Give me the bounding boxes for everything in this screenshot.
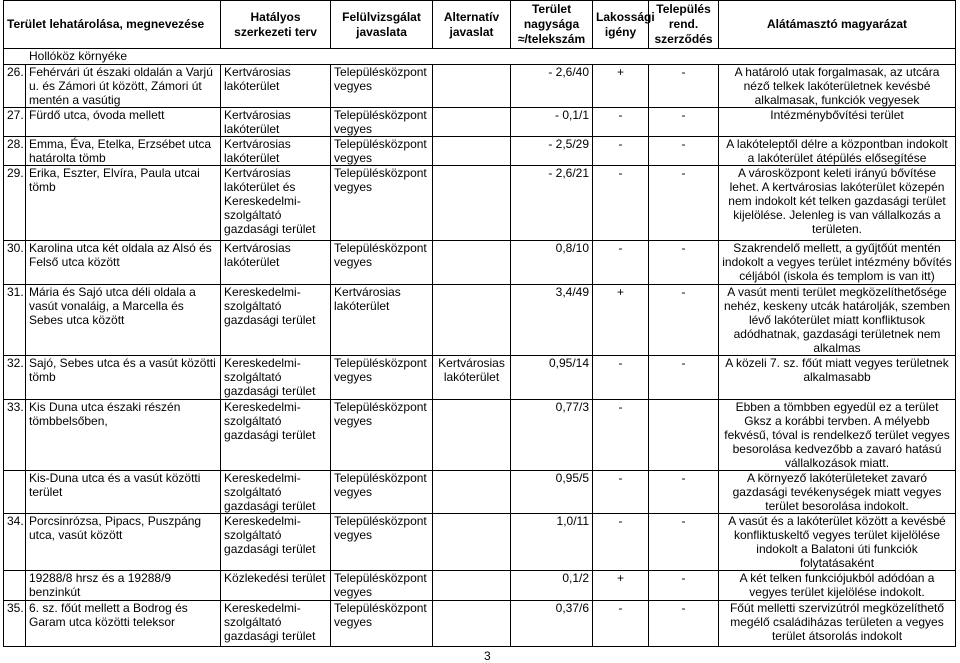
row-need: + (593, 571, 649, 601)
row-alt (433, 601, 511, 647)
row-size: - 2,6/40 (511, 65, 593, 108)
row-proposal: Településközpont vegyes (331, 65, 433, 108)
row-need: - (593, 514, 649, 571)
zoning-table (3, 0, 956, 647)
row-reason: Ebben a tömbben egyedül ez a terület Gksz a korábbi tervben. A mélyebb fekvésű, tóval is rendelkező terület vegyes besorolása kedvezőbb a zavaró hatású vállalkozások miatt. (719, 400, 956, 471)
row-alt (433, 65, 511, 108)
table-row (4, 400, 956, 471)
table-row (4, 166, 956, 241)
row-contract: - (649, 108, 719, 137)
row-plan: Kertvárosias lakóterület (221, 137, 331, 166)
row-size: 3,4/49 (511, 285, 593, 356)
row-number: 32. (4, 356, 26, 400)
row-number: 35. (4, 601, 26, 647)
row-plan: Kereskedelmi-szolgáltató gazdasági terület (221, 285, 331, 356)
row-alt: Kertvárosias lakóterület (433, 356, 511, 400)
row-reason: A két telken funkciójukból adódóan a vegyes terület kijelölése indokolt. (719, 571, 956, 601)
row-need: - (593, 601, 649, 647)
row-proposal: Kertvárosias lakóterület (331, 285, 433, 356)
row-name: Porcsinrózsa, Pipacs, Puszpáng utca, vasút között (26, 514, 221, 571)
row-size: 0,95/14 (511, 356, 593, 400)
row-number: 31. (4, 285, 26, 356)
row-size: - 2,5/29 (511, 137, 593, 166)
row-alt (433, 108, 511, 137)
row-plan: Kereskedelmi-szolgáltató gazdasági terület (221, 514, 331, 571)
row-reason: A lakóteleptől délre a központban indokolt a lakóterület átépülés elősegítése (719, 137, 956, 166)
table-row (4, 65, 956, 108)
table-row (4, 571, 956, 601)
row-proposal: Településközpont vegyes (331, 514, 433, 571)
row-reason: A városközpont keleti irányú bővítése lehet. A kertvárosias lakóterület közepén nem indokolt két telken gazdasági terület kijelölése. Jelenleg is van vállalkozás a területen. (719, 166, 956, 241)
row-name: Karolina utca két oldala az Alsó és Felső utca között (26, 241, 221, 285)
row-proposal: Településközpont vegyes (331, 137, 433, 166)
row-number (4, 571, 26, 601)
header-reason: Alátámasztó magyarázat (719, 1, 956, 49)
header-name: Terület lehatárolása, megnevezése (4, 1, 221, 49)
table-row (4, 601, 956, 647)
row-plan: Kereskedelmi-szolgáltató gazdasági terület (221, 601, 331, 647)
row-number: 28. (4, 137, 26, 166)
row-proposal: Településközpont vegyes (331, 571, 433, 601)
row-proposal: Településközpont vegyes (331, 601, 433, 647)
row-plan: Kertvárosias lakóterület (221, 108, 331, 137)
row-size: - 0,1/1 (511, 108, 593, 137)
row-size: 0,8/10 (511, 241, 593, 285)
row-need: - (593, 400, 649, 471)
row-proposal: Településközpont vegyes (331, 471, 433, 514)
row-size: 0,1/2 (511, 571, 593, 601)
header-need: Lakossági igény (593, 1, 649, 49)
row-alt (433, 241, 511, 285)
row-contract: - (649, 65, 719, 108)
header-plan: Hatályos szerkezeti terv (221, 1, 331, 49)
row-name: Kis-Duna utca és a vasút közötti terület (26, 471, 221, 514)
row-contract (649, 400, 719, 471)
row-alt (433, 571, 511, 601)
row-plan: Kereskedelmi-szolgáltató gazdasági terület (221, 356, 331, 400)
table-row (4, 137, 956, 166)
row-contract: - (649, 571, 719, 601)
row-reason: A vasút és a lakóterület között a kevésbé konfliktuskeltő vegyes terület kijelölése indokolt a Balatoni úti funkciók folytatásaként (719, 514, 956, 571)
row-reason: A határoló utak forgalmasak, az utcára néző telkek lakóterületnek kevésbé alkalmasak, funkciók vegyesek (719, 65, 956, 108)
row-name: 6. sz. főút mellett a Bodrog és Garam utca közötti teleksor (26, 601, 221, 647)
row-contract: - (649, 285, 719, 356)
row-number: 29. (4, 166, 26, 241)
row-size: 0,95/5 (511, 471, 593, 514)
row-name: Erika, Eszter, Elvíra, Paula utcai tömb (26, 166, 221, 241)
table-row (4, 514, 956, 571)
row-need: + (593, 285, 649, 356)
row-number: 27. (4, 108, 26, 137)
row-alt (433, 166, 511, 241)
row-size: - 2,6/21 (511, 166, 593, 241)
row-plan: Kertvárosias lakóterület és Kereskedelmi-szolgáltató gazdasági terület (221, 166, 331, 241)
row-need: - (593, 137, 649, 166)
row-size: 1,0/11 (511, 514, 593, 571)
section-row (4, 49, 956, 65)
row-name: 19288/8 hrsz és a 19288/9 benzinkút (26, 571, 221, 601)
header-size: Terület nagysága ≈/telekszám (511, 1, 593, 49)
row-contract: - (649, 241, 719, 285)
row-number (4, 471, 26, 514)
row-number: 33. (4, 400, 26, 471)
row-contract: - (649, 166, 719, 241)
row-proposal: Településközpont vegyes (331, 356, 433, 400)
row-proposal: Településközpont vegyes (331, 166, 433, 241)
row-plan: Kereskedelmi-szolgáltató gazdasági terület (221, 400, 331, 471)
header-alt: Alternatív javaslat (433, 1, 511, 49)
header-row (4, 1, 956, 49)
row-alt (433, 137, 511, 166)
row-number: 30. (4, 241, 26, 285)
row-proposal: Településközpont vegyes (331, 400, 433, 471)
table-row (4, 108, 956, 137)
row-alt (433, 514, 511, 571)
row-plan: Közlekedési terület (221, 571, 331, 601)
row-name: Sajó, Sebes utca és a vasút közötti tömb (26, 356, 221, 400)
row-reason: Szakrendelő mellett, a gyűjtőút mentén indokolt a vegyes terület intézmény bővítés céljából (iskola és templom is van itt) (719, 241, 956, 285)
table-row (4, 356, 956, 400)
header-contract: Település rend. szerződés (649, 1, 719, 49)
row-name: Emma, Éva, Etelka, Erzsébet utca határolta tömb (26, 137, 221, 166)
row-size: 0,37/6 (511, 601, 593, 647)
page-number: 3 (484, 649, 491, 663)
row-proposal: Településközpont vegyes (331, 108, 433, 137)
row-name: Mária és Sajó utca déli oldala a vasút vonaláig, a Marcella és Sebes utca között (26, 285, 221, 356)
row-alt (433, 400, 511, 471)
row-reason: A vasút menti terület megközelíthetősége nehéz, keskeny utcák határolják, szemben lévő lakóterület miatt konfliktusok adódhatnak, gazdasági területnek nem alkalmas (719, 285, 956, 356)
table-row (4, 241, 956, 285)
row-contract: - (649, 514, 719, 571)
row-name: Fürdő utca, óvoda mellett (26, 108, 221, 137)
row-contract: - (649, 601, 719, 647)
row-alt (433, 285, 511, 356)
row-number: 26. (4, 65, 26, 108)
row-number: 34. (4, 514, 26, 571)
row-need: + (593, 65, 649, 108)
row-need: - (593, 241, 649, 285)
row-contract: - (649, 356, 719, 400)
row-need: - (593, 166, 649, 241)
row-alt (433, 471, 511, 514)
row-size: 0,77/3 (511, 400, 593, 471)
row-name: Kis Duna utca északi részén tömbbelsőben, (26, 400, 221, 471)
row-need: - (593, 108, 649, 137)
row-plan: Kereskedelmi-szolgáltató gazdasági terület (221, 471, 331, 514)
row-contract: - (649, 137, 719, 166)
row-need: - (593, 471, 649, 514)
row-plan: Kertvárosias lakóterület (221, 65, 331, 108)
row-reason: A közeli 7. sz. főút miatt vegyes területnek alkalmasabb (719, 356, 956, 400)
row-need: - (593, 356, 649, 400)
row-contract: - (649, 471, 719, 514)
row-reason: A környező lakóterületeket zavaró gazdasági tevékenységek miatt vegyes terület besorolása indokolt. (719, 471, 956, 514)
section-title: Hollóköz környéke (4, 49, 956, 65)
row-proposal: Településközpont vegyes (331, 241, 433, 285)
row-plan: Kertvárosias lakóterület (221, 241, 331, 285)
row-name: Fehérvári út északi oldalán a Varjú u. és Zámori út között, Zámori út mentén a vasútig (26, 65, 221, 108)
table-row (4, 471, 956, 514)
row-reason: Intézménybővítési terület (719, 108, 956, 137)
table-row (4, 285, 956, 356)
header-proposal: Felülvizsgálat javaslata (331, 1, 433, 49)
row-reason: Főút melletti szervizútról megközelíthető megélő családiházas területen a vegyes terület átsorolás indokolt (719, 601, 956, 647)
